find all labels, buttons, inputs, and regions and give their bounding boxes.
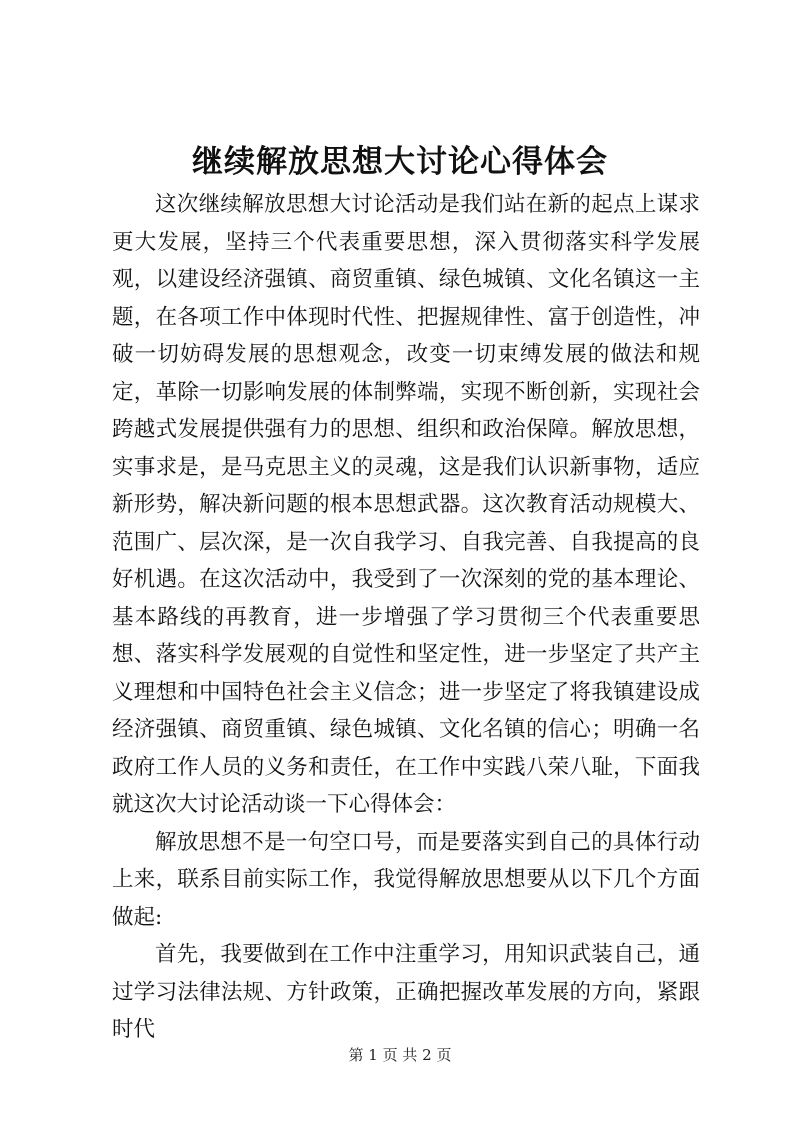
document-body bbox=[112, 186, 700, 1049]
paragraph: 这次继续解放思想大讨论活动是我们站在新的起点上谋求更大发展，坚持三个代表重要思想，深入贯彻落实科学发展观，以建设经济强镇、商贸重镇、绿色城镇、文化名镇这一主题，在各项工作中体现时代性、把握规律性、富于创造性，冲破一切妨碍发展的思想观念，改变一切束缚发展的做法和规定，革除一切影响发展的体制弊端，实现不断创新，实现社会跨越式发展提供强有力的思想、组织和政治保障。解放思想，实事求是，是马克思主义的灵魂，这是我们认识新事物，适应新形势，解决新问题的根本思想武器。这次教育活动规模大、范围广、层次深，是一次自我学习、自我完善、自我提高的良好机遇。在这次活动中，我受到了一次深刻的党的基本理论、基本路线的再教育，进一步增强了学习贯彻三个代表重要思想、落实科学发展观的自觉性和坚定性，进一步坚定了共产主义理想和中国特色社会主义信念；进一步坚定了将我镇建设成经济强镇、商贸重镇、绿色城镇、文化名镇的信心；明确一名政府工作人员的义务和责任，在工作中实践八荣八耻，下面我就这次大讨论活动谈一下心得体会： bbox=[112, 192, 700, 817]
paragraph: 解放思想不是一句空口号，而是要落实到自己的具体行动上来，联系目前实际工作，我觉得解放思想要从以下几个方面做起: bbox=[112, 829, 700, 930]
page-number-footer: 第 1 页 共 2 页 bbox=[348, 1046, 452, 1064]
page-title: 继续解放思想大讨论心得体会 bbox=[192, 144, 608, 180]
paragraph: 首先，我要做到在工作中注重学习，用知识武装自己，通过学习法律法规、方针政策，正确把握改革发展的方向，紧跟时代 bbox=[112, 942, 700, 1042]
